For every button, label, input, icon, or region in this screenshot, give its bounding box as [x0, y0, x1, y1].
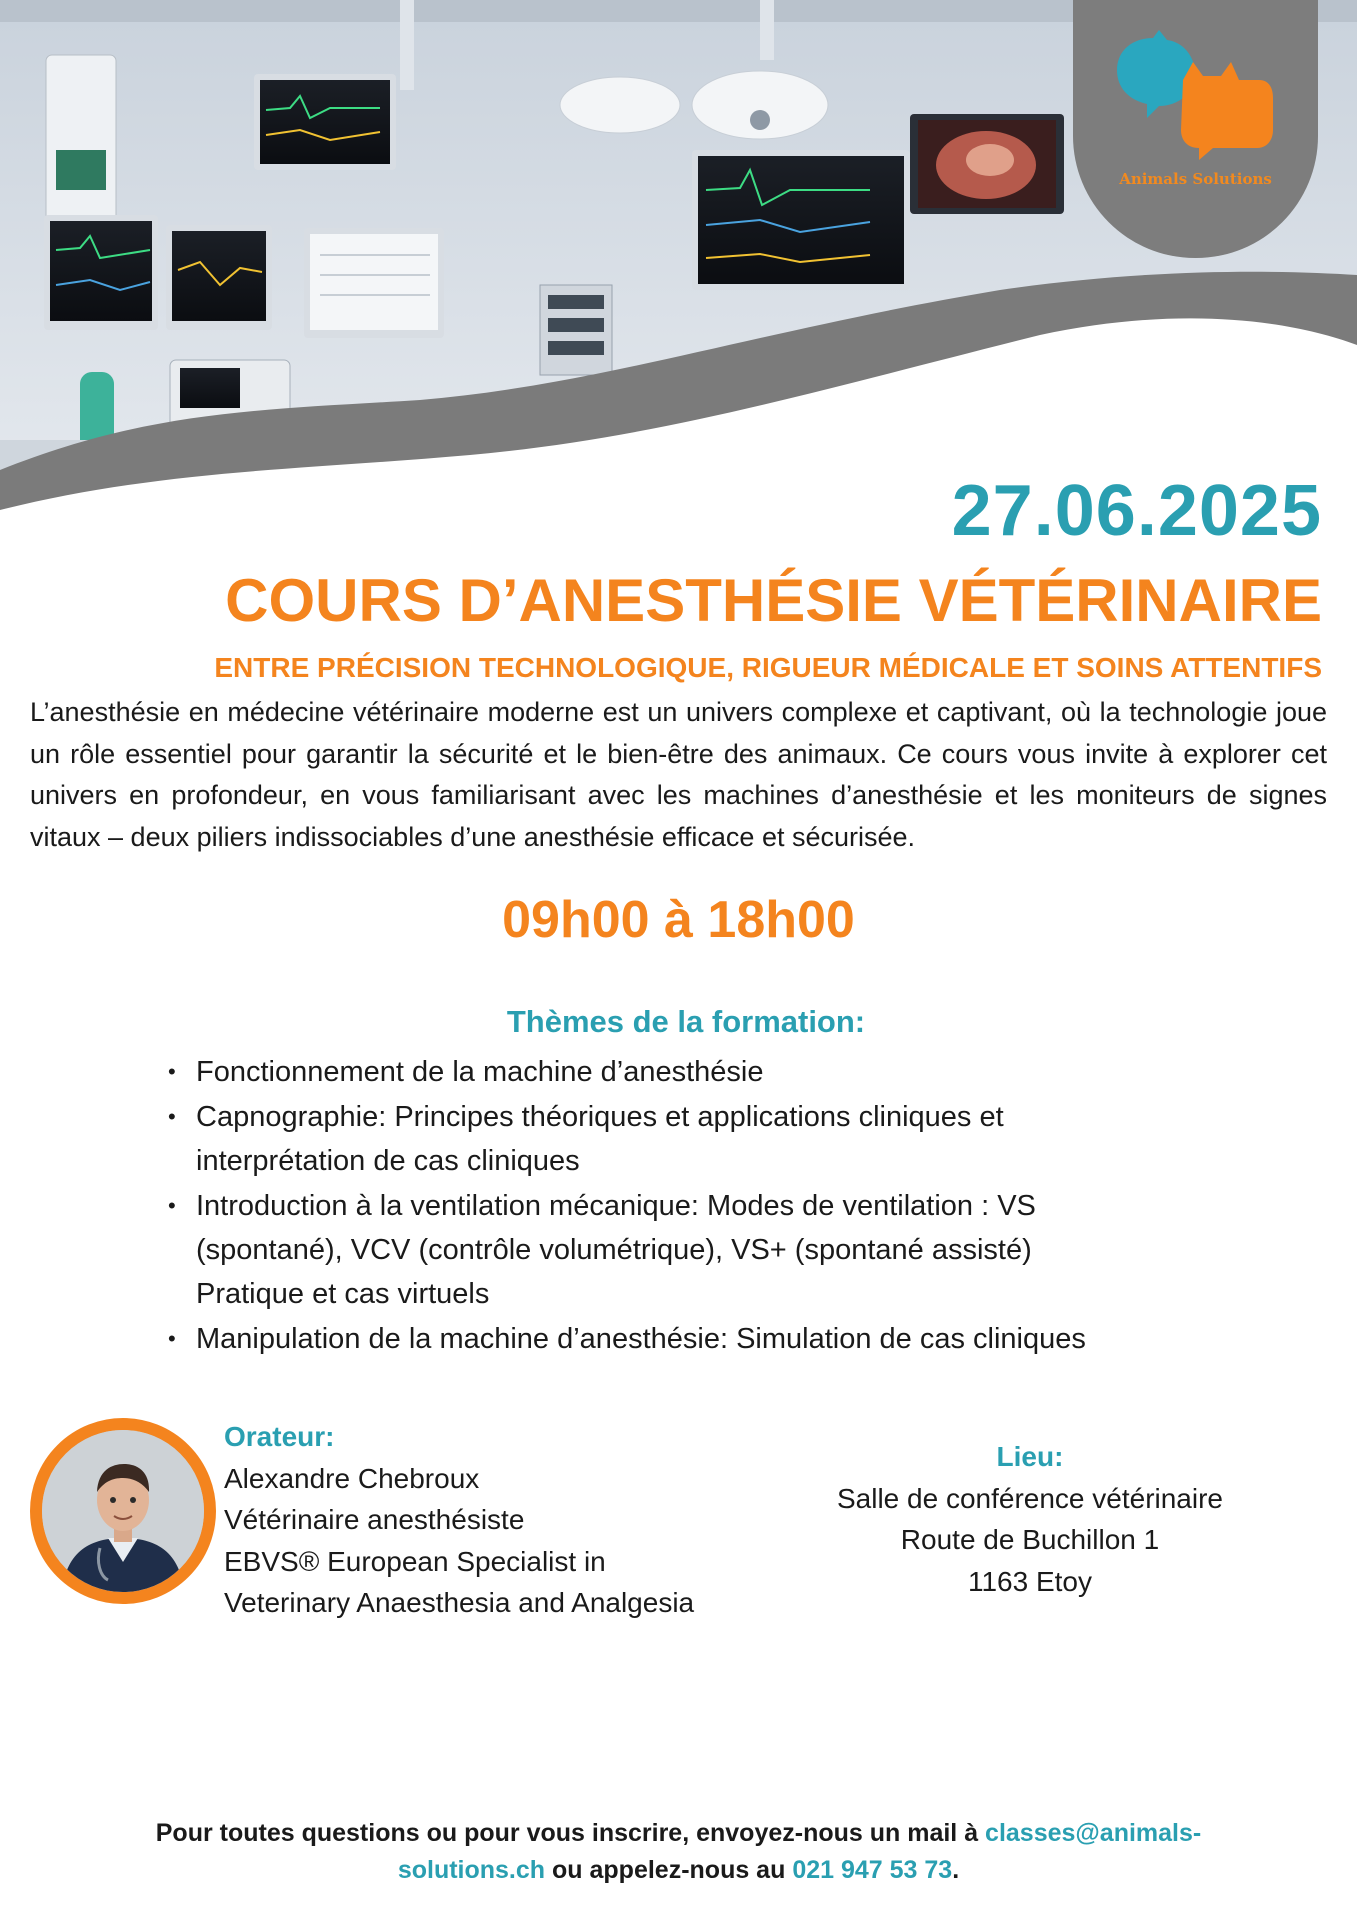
speaker-label: Orateur: [224, 1421, 335, 1452]
bullet-icon: • [168, 1059, 176, 1084]
footer-contact [60, 1815, 1297, 1889]
footer-text: ou appelez-nous au [545, 1856, 793, 1884]
intro-paragraph: L’anesthésie en médecine vétérinaire moderne est un univers complexe et captivant, où la technologie joue un rôle essentiel pour garantir la sécurité et le bien-être des animaux. Ce cours vous invite à explorer cet univers en profondeur, en vous familiarisant avec les machines d’anesthésie et les moniteurs de signes vitaux – deux piliers indissociables d’une anesthésie efficace et sécurisée. [30, 697, 1327, 852]
bullet-icon: • [168, 1193, 176, 1218]
bullet-icon: • [168, 1326, 176, 1351]
venue-line: 1163 Etoy [967, 1565, 1093, 1597]
list-item-line: Introduction à la ventilation mécanique: Modes de ventilation : VS [196, 1190, 1036, 1222]
list-item-line: interprétation de cas cliniques [196, 1145, 580, 1177]
list-item-line: Manipulation de la machine d’anesthésie: Simulation de cas cliniques [196, 1323, 1086, 1355]
list-item-line: Pratique et cas virtuels [196, 1278, 490, 1310]
speaker-block [224, 1416, 694, 1624]
list-item-line: (spontané), VCV (contrôle volumétrique), VS+ (spontané assisté) [196, 1234, 1032, 1266]
bullet-icon: • [168, 1104, 176, 1129]
logo-text: Animals Solutions [1119, 170, 1272, 188]
footer-text: Pour toutes questions ou pour vous inscrire, envoyez-nous un mail à [155, 1819, 986, 1847]
list-item [168, 1184, 1196, 1316]
themes-heading: Thèmes de la formation: [506, 1004, 866, 1039]
event-date: 27.06.2025 [951, 471, 1322, 551]
email-link[interactable]: classes@animals- [985, 1819, 1202, 1847]
list-item-line: Fonctionnement de la machine d’anesthésie [196, 1056, 764, 1088]
page-subtitle: ENTRE PRÉCISION TECHNOLOGIQUE, RIGUEUR MÉDICALE ET SOINS ATTENTIFS [214, 652, 1322, 683]
speaker-name: Alexandre Chebroux [224, 1462, 480, 1494]
phone-link[interactable]: 021 947 53 73 [792, 1856, 953, 1884]
logo [1073, 0, 1318, 258]
venue-block [780, 1436, 1280, 1602]
list-item [168, 1317, 1196, 1361]
person-icon [42, 1430, 204, 1592]
venue-line: Route de Buchillon 1 [900, 1524, 1160, 1555]
footer-text: . [952, 1856, 960, 1884]
logo-icon [1073, 0, 1318, 170]
list-item-line: Capnographie: Principes théoriques et applications cliniques et [196, 1101, 1004, 1133]
list-item [168, 1095, 1196, 1183]
email-link[interactable]: solutions.ch [397, 1856, 546, 1884]
speaker-credential: EBVS® European Specialist in [224, 1545, 606, 1577]
page-title: COURS D’ANESTHÉSIE VÉTÉRINAIRE [225, 567, 1322, 634]
list-item [168, 1050, 1196, 1094]
speaker-photo [30, 1418, 216, 1604]
event-hours: 09h00 à 18h00 [502, 891, 855, 949]
speaker-credential: Veterinary Anaesthesia and Analgesia [224, 1587, 695, 1618]
venue-line: Salle de conférence vétérinaire [836, 1482, 1223, 1514]
themes-list [168, 1050, 1196, 1362]
speaker-role: Vétérinaire anesthésiste [224, 1504, 525, 1535]
venue-label: Lieu: [996, 1441, 1064, 1472]
